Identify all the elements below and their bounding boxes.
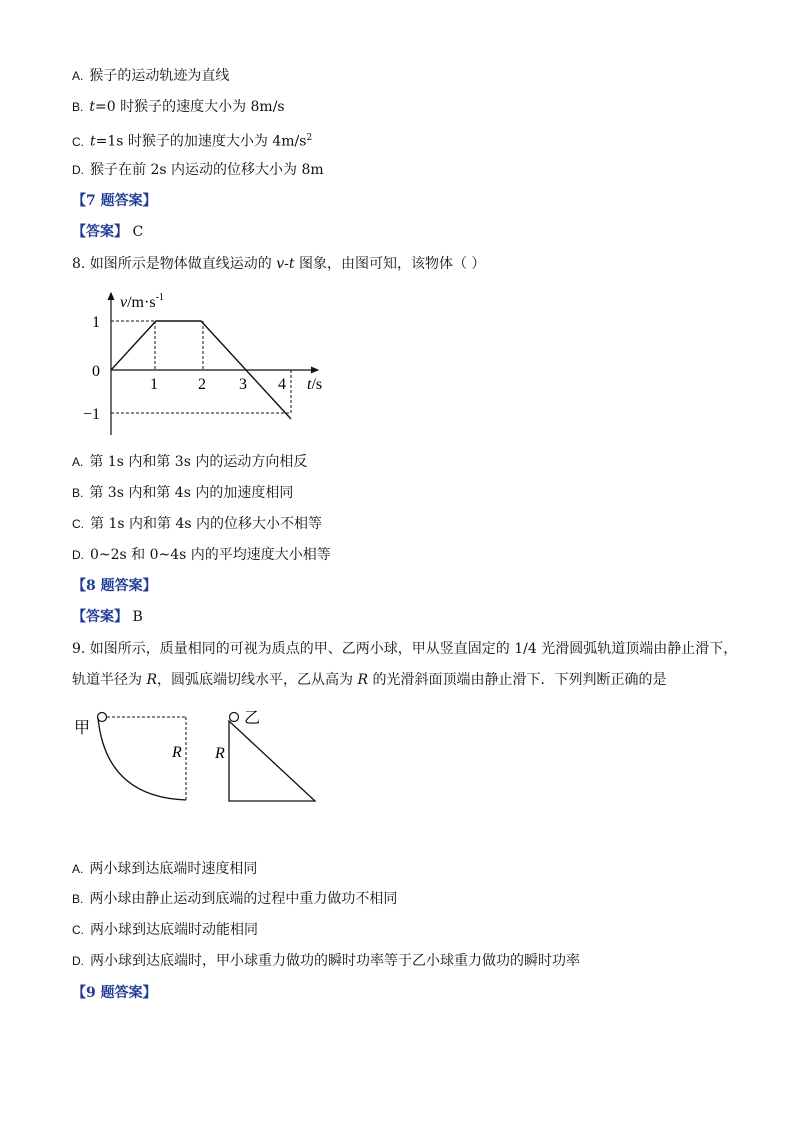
option-text: 猴子在前 2s 内运动的位移大小为 8m (90, 162, 324, 178)
q8-option-b (72, 483, 293, 503)
q8-option-d (72, 545, 331, 565)
q9-option-b (72, 889, 397, 909)
q9-option-d (72, 951, 580, 971)
label-jia: 甲 (74, 720, 91, 737)
label-yi: 乙 (244, 710, 261, 727)
q7-option-c (72, 128, 312, 152)
x-axis-label: t/s (307, 376, 323, 393)
option-label: C. (72, 923, 84, 937)
option-label: A. (72, 69, 84, 83)
q7-answer (72, 222, 143, 242)
var-r: R (357, 672, 368, 688)
option-text: 两小球由静止运动到底端的过程中重力做功不相同 (89, 891, 398, 907)
label-r2: R (215, 745, 225, 762)
option-label: C. (72, 134, 84, 149)
option-text: 第 3s 内和第 4s 内的加速度相同 (89, 485, 294, 501)
option-label: C. (72, 517, 84, 531)
stem-part: 8. 如图所示是物体做直线运动的 (72, 256, 277, 272)
q9-stem-line2 (72, 670, 666, 690)
option-text: 两小球到达底端时，甲小球重力做功的瞬时功率等于乙小球重力做功的瞬时功率 (90, 953, 580, 969)
option-text: 两小球到达底端时速度相同 (89, 861, 258, 877)
q7-section-heading: 【7 题答案】 (72, 193, 157, 209)
var-r: R (146, 672, 157, 688)
superscript: 2 (306, 133, 313, 143)
q9-section-heading: 【9 题答案】 (72, 985, 157, 1001)
y-axis-label: $v/m\cdot s^{-1}$ (120, 292, 164, 311)
answer-tag: 【答案】 (72, 224, 128, 240)
option-label: A. (72, 455, 84, 469)
option-label: A. (72, 862, 84, 876)
option-text: =0 时猴子的速度大小为 8m/s (94, 99, 285, 115)
answer-value: B (132, 609, 143, 625)
var-t: t (90, 133, 96, 150)
option-text: 0~2s 和 0~4s 内的平均速度大小相等 (90, 547, 331, 563)
option-text: 两小球到达底端时动能相同 (90, 922, 258, 938)
ball-yi (230, 713, 239, 722)
x-tick-2: 2 (198, 376, 206, 393)
q9-option-a (72, 859, 257, 879)
option-text: 猴子的运动轨迹为直线 (89, 68, 230, 84)
incline-triangle (229, 721, 315, 801)
option-text: 第 1s 内和第 4s 内的位移大小不相等 (90, 516, 322, 532)
q8-section-heading: 【8 题答案】 (72, 578, 157, 594)
y-tick-neg1: −1 (83, 406, 101, 423)
q7-option-a (72, 66, 229, 86)
q8-stem (72, 254, 485, 274)
q9-option-c (72, 920, 258, 940)
y-tick-0: 0 (92, 363, 100, 380)
y-tick-1: 1 (92, 314, 100, 331)
stem-part: 的光滑斜面顶端由静止滑下．下列判断正确的是 (368, 672, 667, 688)
stem-vt: v-t (276, 256, 295, 272)
q8-option-c (72, 514, 322, 534)
option-label: D. (72, 954, 84, 968)
x-tick-1: 1 (150, 376, 158, 393)
q9-stem-line1: 9. 如图所示，质量相同的可视为质点的甲、乙两小球，甲从竖直固定的 1/4 光滑圆弧轨道顶端由静止滑下， (72, 641, 738, 657)
option-text: 第 1s 内和第 3s 内的运动方向相反 (89, 454, 308, 470)
option-label: D. (72, 163, 84, 177)
option-label: B. (72, 892, 84, 906)
q9-figure (70, 705, 330, 810)
var-t: t (89, 99, 95, 115)
vt-graph (80, 285, 340, 445)
option-text: =1s 时猴子的加速度大小为 4m/s (95, 133, 307, 150)
q8-answer (72, 607, 143, 627)
stem-part: 轨道半径为 (72, 672, 147, 688)
label-r1: R (172, 744, 182, 761)
answer-tag: 【答案】 (72, 609, 128, 625)
stem-part: 图象，由图可知，该物体（ ） (294, 256, 486, 272)
q7-option-b (72, 97, 285, 117)
option-label: B. (72, 100, 84, 114)
x-tick-4: 4 (278, 376, 286, 393)
stem-part: ，圆弧底端切线水平，乙从高为 (157, 672, 358, 688)
option-label: D. (72, 548, 84, 562)
q8-option-a (72, 452, 307, 472)
answer-value: C (132, 224, 144, 240)
x-tick-3: 3 (239, 376, 247, 393)
option-label: B. (72, 486, 84, 500)
q7-option-d (72, 160, 324, 180)
